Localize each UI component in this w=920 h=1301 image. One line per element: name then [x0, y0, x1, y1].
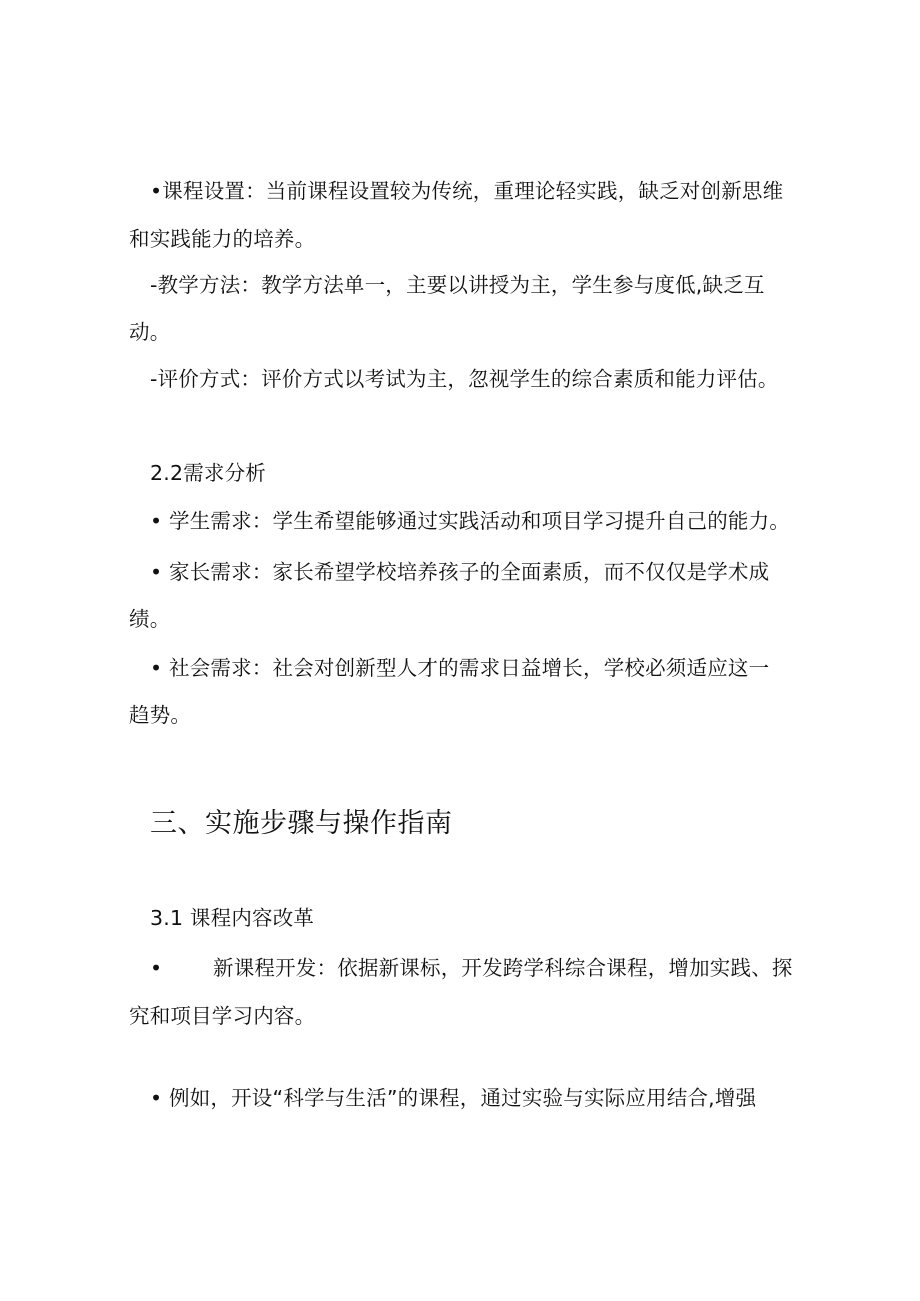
paragraph-teaching-method-line-2: 动。 — [129, 320, 171, 344]
section-3-1-title: 3.1 课程内容改革 — [150, 906, 315, 930]
parent-needs-line-1: • 家长需求：家长希望学校培养孩子的全面素质，而不仅仅是学术成 — [150, 560, 770, 584]
society-needs-line-2: 趋势。 — [129, 703, 192, 727]
new-course-bullet: • — [150, 956, 163, 980]
student-needs-line-1: • 学生需求：学生希望能够通过实践活动和项目学习提升自己的能力。 — [150, 509, 791, 533]
new-course-line-1: 新课程开发：依据新课标，开发跨学科综合课程，增加实践、探 — [213, 956, 793, 980]
paragraph-course-setting-line-2: 和实践能力的培养。 — [129, 227, 316, 251]
parent-needs-line-2: 绩。 — [129, 607, 171, 631]
new-course-line-2: 究和项目学习内容。 — [129, 1004, 316, 1028]
chapter-3-heading: 三、实施步骤与操作指南 — [150, 808, 453, 839]
paragraph-evaluation-line-1: -评价方式：评价方式以考试为主，忽视学生的综合素质和能力评估。 — [150, 367, 779, 391]
example-line-1: • 例如，开设“科学与生活”的课程，通过实验与实际应用结合,增强 — [150, 1086, 757, 1110]
paragraph-course-setting-line-1: •课程设置：当前课程设置较为传统，重理论轻实践，缺乏对创新思维 — [150, 179, 784, 203]
section-2-2-title: 2.2需求分析 — [150, 461, 267, 485]
society-needs-line-1: • 社会需求：社会对创新型人才的需求日益增长，学校必须适应这一 — [150, 656, 770, 680]
paragraph-teaching-method-line-1: -教学方法：教学方法单一，主要以讲授为主，学生参与度低,缺乏互 — [150, 273, 765, 297]
